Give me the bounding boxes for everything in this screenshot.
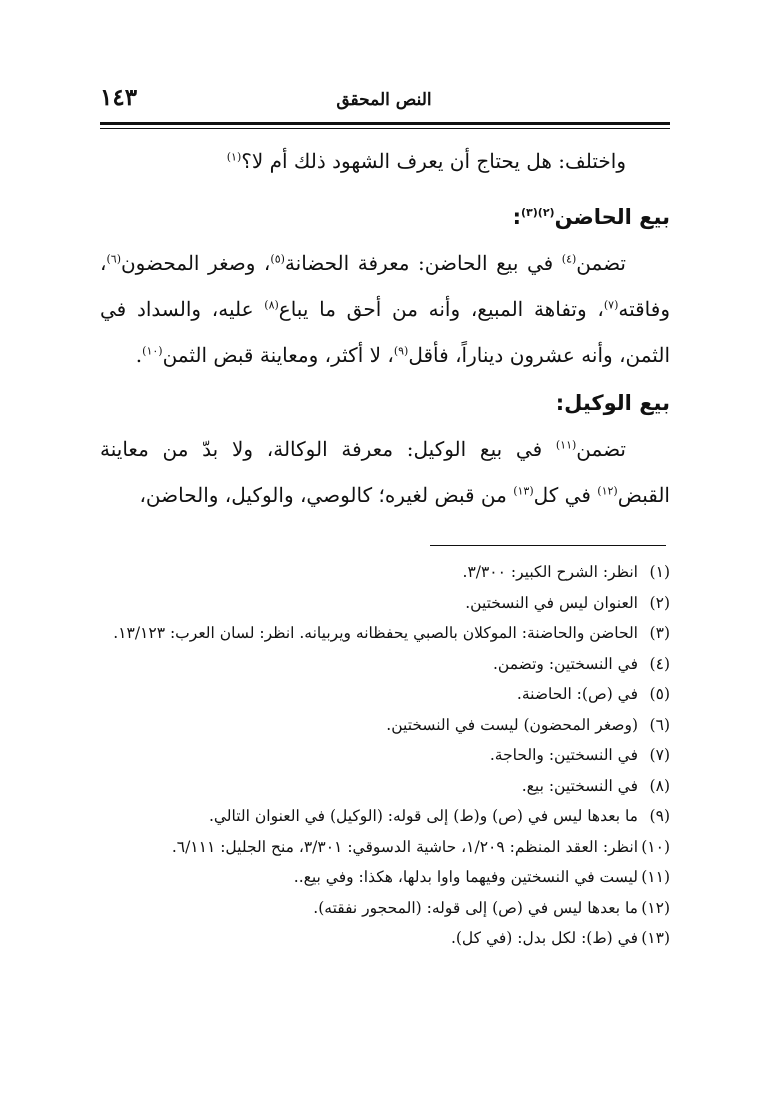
text-segment: من قبض لغيره؛ كالوصي، والوكيل، والحاضن، bbox=[139, 483, 514, 507]
footnote-number: (٣) bbox=[649, 624, 670, 642]
heading-2-text: بيع الوكيل: bbox=[555, 391, 670, 415]
footnote-ref-5[interactable]: (٥) bbox=[270, 252, 285, 266]
running-title: النص المحقق bbox=[336, 90, 432, 110]
footnote-text: في النسختين: والحاجة. bbox=[489, 746, 638, 764]
footnote-ref-4[interactable]: (٤) bbox=[561, 252, 577, 266]
footnote-number: (٦) bbox=[649, 715, 670, 734]
text-segment: ، وفاقته bbox=[100, 251, 670, 321]
footnote-text: (وصغر المحضون) ليست في النسختين. bbox=[386, 715, 638, 734]
footnote-text: العنوان ليس في النسختين. bbox=[465, 593, 638, 612]
footnote-ref-11[interactable]: (١١) bbox=[555, 438, 577, 452]
footnote-text: ما بعدها ليس في (ص) إلى قوله: (المحجور نفقته). bbox=[313, 898, 638, 917]
header-rule-thin bbox=[100, 128, 670, 129]
heading-1-colon: : bbox=[512, 205, 522, 229]
footnote-text: انظر: العقد المنظم: ١/٢٠٩، حاشية الدسوقي: ٣/٣٠١، منح الجليل: ٦/١١١. bbox=[171, 837, 638, 856]
footnote bbox=[100, 649, 670, 680]
page-number: ١٤٣ bbox=[100, 84, 138, 111]
footnote-number: (١) bbox=[649, 563, 670, 581]
footnote-ref-13[interactable]: (١٣) bbox=[513, 484, 534, 498]
footnote-number: (١٣) bbox=[641, 929, 670, 947]
text-segment: . bbox=[135, 343, 143, 367]
footnote-text: انظر: الشرح الكبير: ٣/٣٠٠. bbox=[462, 563, 638, 581]
paragraph-1 bbox=[100, 138, 670, 184]
footnote-text: في النسختين: بيع. bbox=[521, 776, 638, 795]
footnote-ref-10[interactable]: (١٠) bbox=[142, 344, 163, 358]
footnote-number: (٢) bbox=[649, 593, 670, 612]
footnote bbox=[100, 618, 670, 649]
paragraph-2 bbox=[100, 240, 670, 378]
footnote bbox=[100, 710, 670, 741]
text-segment: تضمن bbox=[576, 251, 626, 275]
footnote-text: في النسختين: وتضمن. bbox=[492, 654, 638, 673]
footnote-number: (١٢) bbox=[641, 898, 670, 917]
footnote-number: (١١) bbox=[641, 868, 670, 886]
footnote-ref-3[interactable]: (٣) bbox=[521, 206, 538, 219]
footnote-number: (٥) bbox=[649, 685, 670, 703]
footnote-number: (١٠) bbox=[641, 837, 670, 856]
footnote-ref-8[interactable]: (٨) bbox=[264, 298, 279, 312]
footnote-ref-2[interactable]: (٢) bbox=[537, 206, 555, 219]
footnote bbox=[100, 679, 670, 710]
footnote bbox=[100, 771, 670, 802]
footnote bbox=[100, 893, 670, 924]
paragraph-1-text: واختلف: هل يحتاج أن يعرف الشهود ذلك أم لا؟ bbox=[241, 149, 626, 173]
footnote-text: في (ط): لكل بدل: (في كل). bbox=[450, 929, 638, 947]
footnote-text: في (ص): الحاضنة. bbox=[516, 685, 638, 703]
text-segment: تضمن bbox=[576, 437, 626, 461]
text-segment: ، وصغر المحضون bbox=[120, 251, 271, 275]
footnote bbox=[100, 740, 670, 771]
section-heading-agent-sale bbox=[100, 380, 670, 426]
heading-1-text: بيع الحاضن bbox=[554, 205, 670, 229]
text-segment: ، لا أكثر، ومعاينة قبض الثمن bbox=[162, 343, 394, 367]
footnote-text: ما بعدها ليس في (ص) و(ط) إلى قوله: (الوكيل) في العنوان التالي. bbox=[208, 807, 638, 825]
text-segment: ، وتفاهة المبيع، وأنه من أحق ما يباع bbox=[278, 297, 604, 321]
footnote-number: (٤) bbox=[649, 654, 670, 673]
footnote-ref-6[interactable]: (٦) bbox=[106, 252, 121, 266]
footnote-number: (٨) bbox=[649, 776, 670, 795]
footnote bbox=[100, 588, 670, 619]
footnote-separator bbox=[430, 545, 666, 546]
footnote-ref-1[interactable]: (١) bbox=[226, 150, 242, 164]
text-segment: عليه، والسداد في الثمن، وأنه عشرون ديناراً، فأقل bbox=[100, 297, 670, 367]
footnote bbox=[100, 557, 670, 588]
paragraph-3 bbox=[100, 426, 670, 518]
footnote bbox=[100, 832, 670, 863]
footnote-ref-7[interactable]: (٧) bbox=[603, 298, 619, 312]
footnote-number: (٩) bbox=[649, 807, 670, 825]
text-segment: في بيع الوكيل: معرفة الوكالة، ولا بدّ من معاينة القبض bbox=[100, 437, 670, 507]
text-segment: في بيع الحاضن: معرفة الحضانة bbox=[284, 251, 562, 275]
footnote bbox=[100, 923, 670, 954]
page-header bbox=[100, 84, 668, 124]
section-heading-custodian-sale bbox=[100, 194, 670, 240]
header-rule-thick bbox=[100, 122, 670, 125]
footnote-text: ليست في النسختين وفيهما واوا بدلها، هكذا: وفي بيع.. bbox=[293, 868, 638, 886]
footnote-ref-9[interactable]: (٩) bbox=[393, 344, 409, 358]
main-text bbox=[100, 138, 670, 518]
text-segment: في كل bbox=[533, 483, 598, 507]
footnote-text: الحاضن والحاضنة: الموكلان بالصبي يحفظانه ويربيانه. انظر: لسان العرب: ١٣/١٢٣. bbox=[113, 624, 638, 642]
footnote-ref-12[interactable]: (١٢) bbox=[597, 484, 618, 498]
footnote-number: (٧) bbox=[649, 746, 670, 764]
footnote bbox=[100, 862, 670, 893]
footnotes bbox=[100, 557, 670, 954]
footnote bbox=[100, 801, 670, 832]
